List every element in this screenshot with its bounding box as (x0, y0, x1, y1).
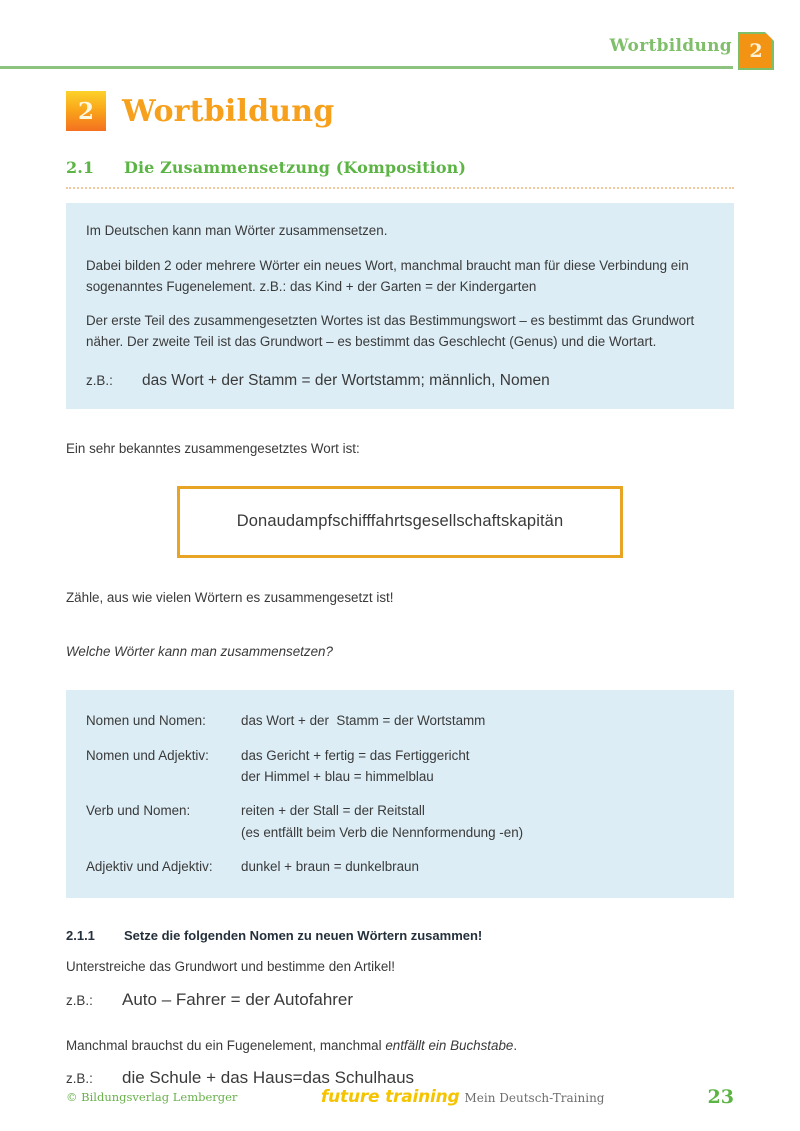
combo-value-line: reiten + der Stall = der Reitstall (241, 803, 425, 819)
section-heading (66, 158, 734, 185)
exercise-number: 2.1.1 (66, 927, 95, 943)
combo-value (241, 856, 714, 877)
info-example-text: das Wort + der Stamm = der Wortstamm; männlich, Nomen (142, 371, 550, 389)
fugenelement-note-plain: Manchmal brauchst du ein Fugenelement, manchmal (66, 1037, 386, 1053)
combo-label: Verb und Nomen: (86, 803, 191, 819)
combo-value-line: das Wort + der Stamm = der Wortstamm (241, 713, 486, 729)
known-word-intro: Ein sehr bekanntes zusammengesetztes Wort ist: (66, 440, 360, 456)
combination-table (66, 690, 734, 898)
header-chapter-badge (738, 32, 774, 70)
table-row (86, 800, 714, 843)
combo-label: Nomen und Adjektiv: (86, 747, 209, 763)
exercise-title: Setze die folgenden Nomen zu neuen Wörtern zusammen! (124, 927, 483, 943)
badge-fold-icon (765, 32, 774, 41)
page-header (0, 0, 800, 80)
info-box (66, 203, 734, 409)
fugenelement-note-italic: entfällt ein Buchstabe (385, 1037, 514, 1053)
table-row (86, 710, 714, 731)
exercise-example-text: Auto – Fahrer = der Autofahrer (122, 989, 354, 1009)
page-content (66, 88, 734, 1088)
info-example-label: z.B.: (86, 372, 113, 388)
chapter-title: Wortbildung (122, 93, 335, 129)
footer-page-number: 23 (707, 1086, 734, 1108)
section-number: 2.1 (66, 158, 95, 177)
long-word-text: Donaudampfschifffahrtsgesellschaftskapitän (236, 512, 564, 531)
footer-copyright: © Bildungsverlag Lemberger (66, 1090, 238, 1104)
combination-question: Welche Wörter kann man zusammensetzen? (66, 643, 333, 659)
exercise-example-2-text: die Schule + das Haus=das Schulhaus (122, 1068, 415, 1088)
table-row (86, 745, 714, 788)
info-example (86, 369, 714, 393)
combo-value-line: (es entfällt beim Verb die Nennformendung -en) (241, 824, 524, 840)
fugenelement-note-end: . (513, 1037, 518, 1053)
section-title: Die Zusammensetzung (Komposition) (124, 158, 467, 177)
combo-value (241, 800, 714, 843)
combo-value (241, 710, 714, 731)
section-dotted-divider (66, 185, 734, 189)
long-word-box (177, 486, 623, 558)
exercise-heading (66, 928, 734, 943)
long-word-box-wrapper (66, 486, 734, 558)
exercise-example-label: z.B.: (66, 992, 93, 1008)
footer-brand-block (237, 1087, 688, 1107)
fugenelement-note (66, 1036, 734, 1057)
table-row (86, 856, 714, 877)
exercise-example-2-label: z.B.: (66, 1071, 93, 1087)
exercise-instruction: Unterstreiche das Grundwort und bestimme den Artikel! (66, 958, 395, 974)
combo-label: Nomen und Nomen: (86, 713, 206, 729)
chapter-number-badge: 2 (66, 91, 106, 131)
info-paragraph-3: Der erste Teil des zusammengesetzten Wortes ist das Bestimmungswort – es bestimmt das Grundwort näher. Der zweite Teil ist das Grundwort – es bestimmt das Geschlecht (Genus) und die Wortart. (86, 313, 695, 350)
info-paragraph-2: Dabei bilden 2 oder mehrere Wörter ein neues Wort, manchmal braucht man für diese Verbindung ein sogenanntes Fugenelement. z.B.: das Kind + der Garten = der Kindergarten (86, 257, 689, 294)
page-footer (66, 1082, 734, 1112)
header-divider (0, 66, 733, 69)
exercise-example (66, 990, 734, 1010)
combo-value-line: dunkel + braun = dunkelbraun (241, 859, 419, 875)
combo-label: Adjektiv und Adjektiv: (86, 859, 213, 875)
chapter-title-row (66, 88, 734, 134)
header-chapter-title: Wortbildung (609, 36, 732, 56)
count-task-text: Zähle, aus wie vielen Wörtern es zusammengesetzt ist! (66, 589, 394, 605)
header-chapter-badge-number: 2 (749, 39, 763, 62)
combo-value-line: der Himmel + blau = himmelblau (241, 769, 434, 785)
info-paragraph-1: Im Deutschen kann man Wörter zusammensetzen. (86, 223, 388, 238)
combo-value-line: das Gericht + fertig = das Fertiggericht (241, 747, 470, 763)
footer-brand-name: future training (320, 1087, 460, 1107)
footer-brand-subtitle: Mein Deutsch-Training (464, 1091, 605, 1105)
combo-value (241, 745, 714, 788)
